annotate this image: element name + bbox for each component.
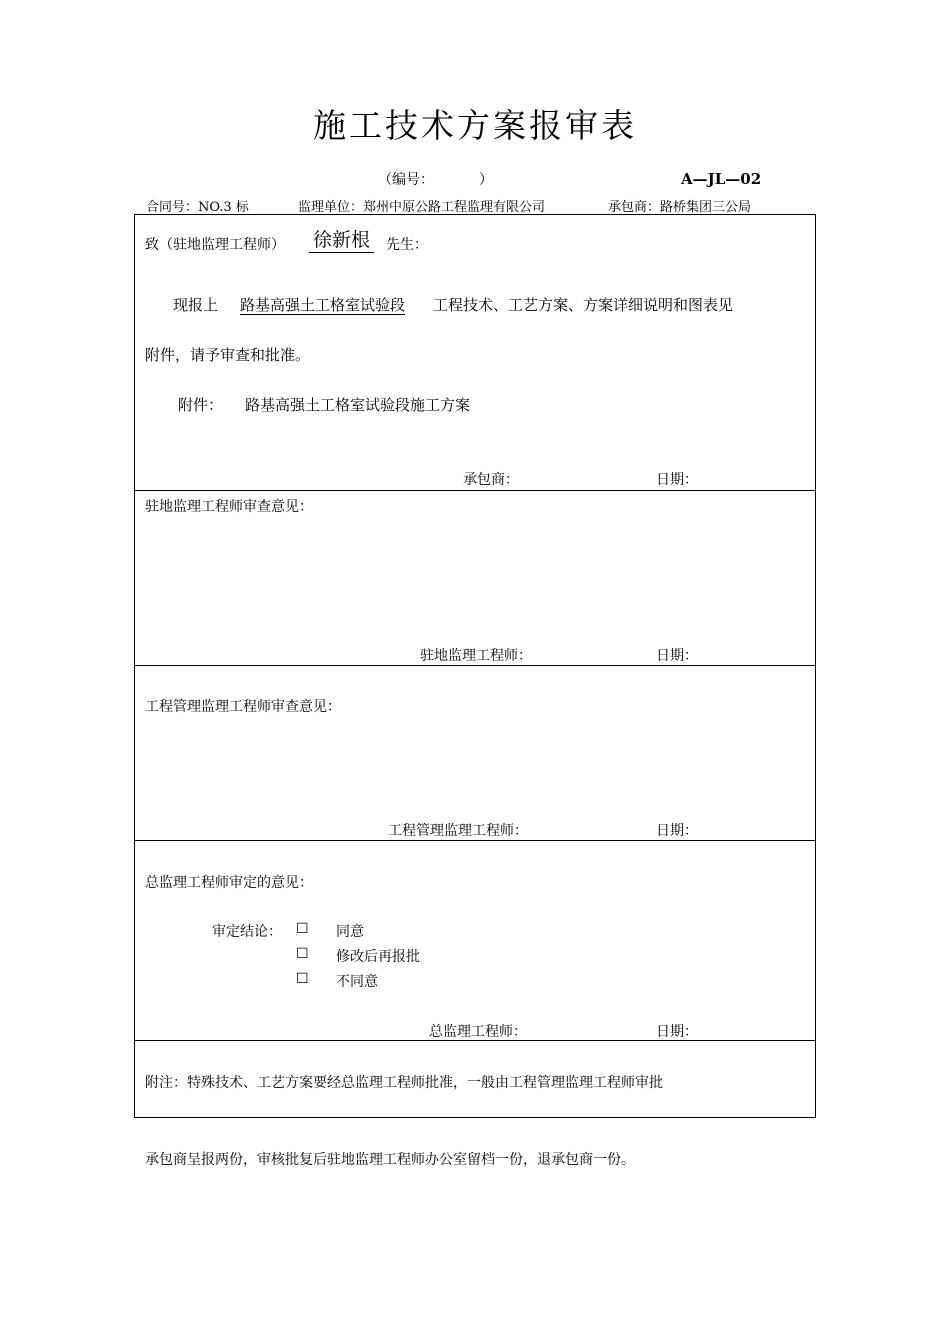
option-agree: 同意	[336, 924, 364, 940]
number-close: ）	[479, 172, 493, 188]
checkbox-disagree[interactable]: ☐	[296, 971, 309, 987]
divider	[135, 840, 815, 841]
divider	[135, 665, 815, 666]
addressee-prefix: 致（驻地监理工程师）	[145, 237, 285, 253]
chief-engineer-date-label: 日期：	[656, 1024, 698, 1040]
form-code: A—JL—02	[681, 170, 762, 188]
report-line-2: 附件，请予审查和批准。	[145, 346, 311, 364]
divider	[135, 490, 815, 491]
supervisor-unit: 监理单位：郑州中原公路工程监理有限公司	[298, 200, 546, 215]
management-engineer-opinion: 工程管理监理工程师审查意见：	[145, 699, 341, 715]
conclusion-label: 审定结论：	[212, 924, 282, 940]
report-prefix: 现报上	[173, 296, 219, 314]
checkbox-agree[interactable]: ☐	[296, 921, 309, 937]
engineer-name	[309, 225, 374, 252]
note-text: 附注：特殊技术、工艺方案要经总监理工程师批准，一般由工程管理监理工程师审批	[145, 1075, 663, 1091]
number-label: （编号：	[378, 172, 434, 188]
management-engineer-sign-label: 工程管理监理工程师：	[388, 823, 528, 839]
report-suffix: 工程技术、工艺方案、方案详细说明和图表见	[433, 296, 734, 314]
project-name: 路基高强土工格室试验段	[240, 296, 406, 314]
management-engineer-date-label: 日期：	[656, 823, 698, 839]
addressee-suffix: 先生：	[386, 237, 428, 253]
contractor-date-label: 日期：	[656, 472, 698, 488]
attachment-label: 附件：	[178, 396, 224, 414]
resident-engineer-sign-label: 驻地监理工程师：	[420, 648, 532, 664]
chief-engineer-opinion: 总监理工程师审定的意见：	[145, 875, 313, 891]
document-title: 施工技术方案报审表	[313, 106, 637, 145]
option-disagree: 不同意	[336, 974, 378, 990]
chief-engineer-sign-label: 总监理工程师：	[429, 1024, 527, 1040]
resident-engineer-date-label: 日期：	[656, 648, 698, 664]
checkbox-revise[interactable]: ☐	[296, 946, 309, 962]
engineer-name-text: 徐新根	[309, 229, 374, 253]
contractor-sign-label: 承包商：	[463, 472, 519, 488]
attachment-title: 路基高强土工格室试验段施工方案	[245, 396, 471, 414]
resident-engineer-opinion: 驻地监理工程师审查意见：	[145, 499, 313, 515]
contract-number: 合同号：NO.3 标	[146, 200, 249, 215]
option-revise: 修改后再报批	[336, 949, 420, 965]
contractor-name: 承包商：路桥集团三公局	[608, 200, 752, 215]
footer-text: 承包商呈报两份，审核批复后驻地监理工程师办公室留档一份，退承包商一份。	[145, 1152, 635, 1168]
